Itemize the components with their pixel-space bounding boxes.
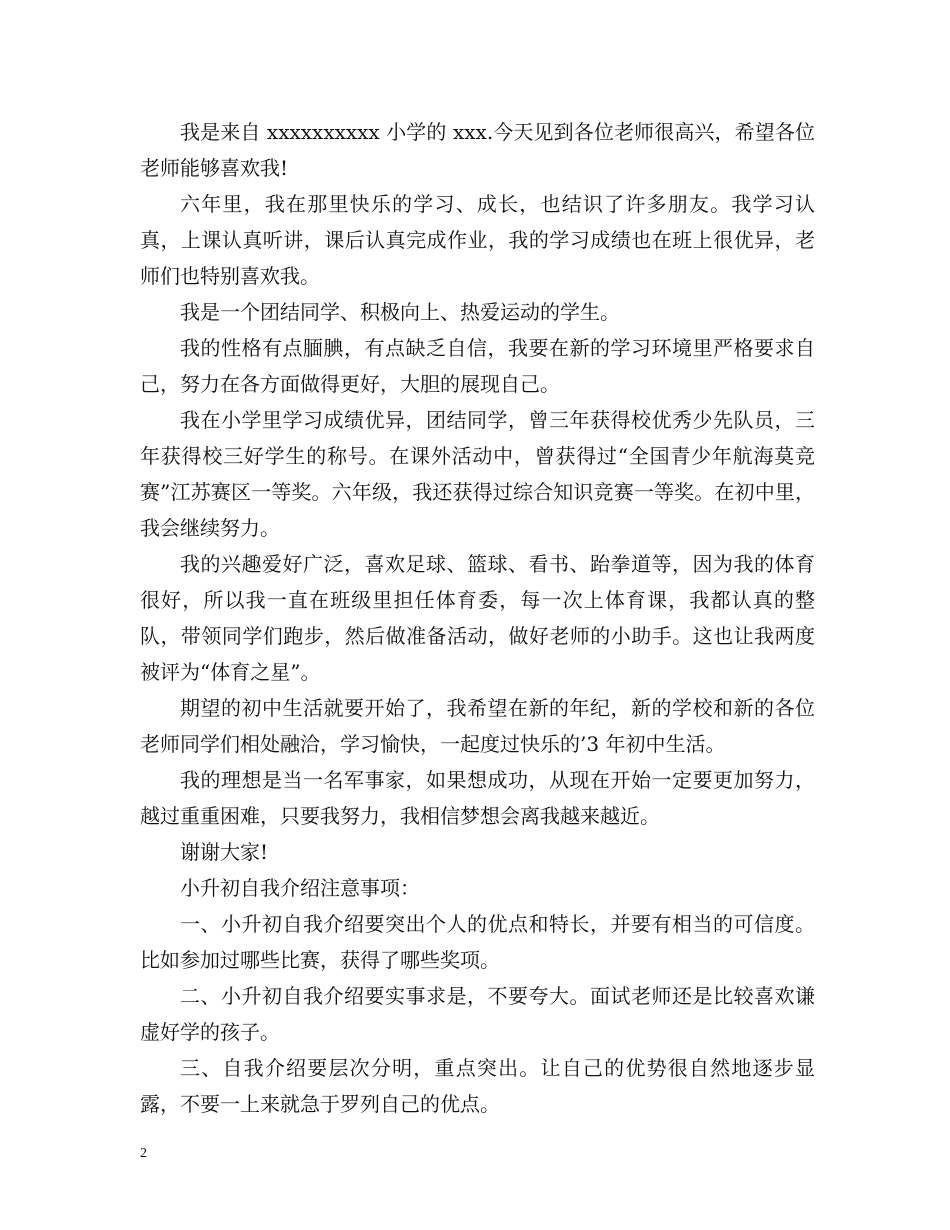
paragraph: 三、自我介绍要层次分明，重点突出。让自己的优势很自然地逐步显露，不要一上来就急于罗列自己的优点。 [140,1056,815,1116]
paragraph: 我的理想是当一名军事家，如果想成功，从现在开始一定要更加努力，越过重重困难，只要我努力，我相信梦想会离我越来越近。 [140,768,815,828]
page-number: 2 [140,1146,147,1161]
paragraph: 期望的初中生活就要开始了，我希望在新的年纪，新的学校和新的各位老师同学们相处融洽，学习愉快，一起度过快乐的’3 年初中生活。 [140,696,815,756]
paragraph: 我的性格有点腼腆，有点缺乏自信，我要在新的学习环境里严格要求自己，努力在各方面做得更好，大胆的展现自己。 [140,336,815,396]
paragraph: 我是一个团结同学、积极向上、热爱运动的学生。 [180,300,620,324]
paragraph: 谢谢大家! [180,840,269,864]
paragraph: 一、小升初自我介绍要突出个人的优点和特长，并要有相当的可信度。比如参加过哪些比赛，获得了哪些奖项。 [140,912,815,972]
paragraph: 小升初自我介绍注意事项： [180,876,420,900]
paragraph: 我的兴趣爱好广泛，喜欢足球、篮球、看书、跆拳道等，因为我的体育很好，所以我一直在班级里担任体育委，每一次上体育课，我都认真的整队，带领同学们跑步，然后做准备活动，做好老师的小助手。这也让我两度被评为“体育之星”。 [140,552,815,684]
paragraph: 我是来自 xxxxxxxxxx 小学的 xxx.今天见到各位老师很高兴，希望各位老师能够喜欢我! [140,120,815,180]
paragraph: 六年里，我在那里快乐的学习、成长，也结识了许多朋友。我学习认真，上课认真听讲，课后认真完成作业，我的学习成绩也在班上很优异，老师们也特别喜欢我。 [140,192,815,288]
paragraph: 二、小升初自我介绍要实事求是，不要夸大。面试老师还是比较喜欢谦虚好学的孩子。 [140,984,815,1044]
document-body [140,114,815,1122]
paragraph: 我在小学里学习成绩优异，团结同学，曾三年获得校优秀少先队员，三年获得校三好学生的称号。在课外活动中，曾获得过“全国青少年航海莫竞赛”江苏赛区一等奖。六年级，我还获得过综合知识竞赛一等奖。在初中里，我会继续努力。 [140,408,815,540]
